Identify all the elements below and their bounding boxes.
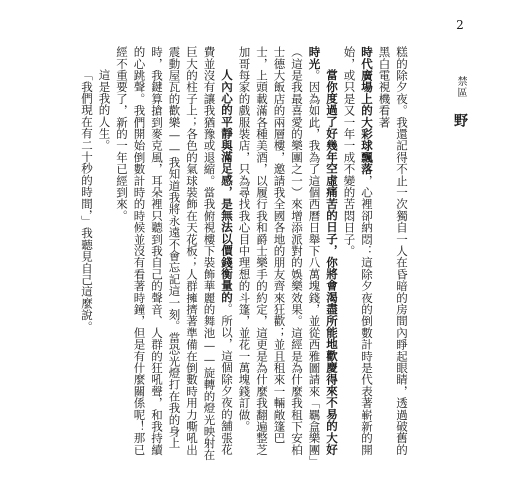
page-number: 2 — [453, 18, 467, 33]
running-header — [450, 18, 470, 128]
paragraph-4: 人內心的平靜與滿足感，是無法以價錢衡量的。所以，這個除夕夜的舖張花費並沒有讓我猶豫或退縮。當我俯視樓下裝飾華麗的舞池——旋轉的燈光映射在巨大的柱子上；各色的氣球裝飾在天花板；人群擁擠著準備在倒數時用力嘶吼出震動屋瓦的歡樂——我知道我將永遠不會忘記這一刻。當恐光燈打在我的身上時，我鍵算搶到麥克風，耳朵裡只聽到我自己的聲音、人群的狂吼聲，和我持續的心跳聲。我們開始倒數計時的時候並沒有看著時鐘，但是有什麼關係呢！那已經不重要了，新的一年已經到來。 — [115, 46, 234, 461]
paragraph-5: 這是我的人生。 — [97, 69, 112, 151]
paragraph-1: 糕的除夕夜。我還記得不止一次獨自一人在昏暗的房間內睜起眼睛，透過破舊的黑白電視機看著 — [377, 46, 409, 456]
chapter-char: 野 — [452, 113, 468, 128]
body-text — [50, 46, 410, 466]
bold-phrase: 人內心的平靜與滿足感，是無法以價錢衡量的 — [220, 69, 234, 303]
bold-phrase: 當你度過了好幾年空虛痛苦的日子，你將會渴盡所能地歡慶得來不易的大好時光 — [307, 46, 339, 456]
paragraph-3: 當你度過了好幾年空虛痛苦的日子，你將會渴盡所能地歡慶得來不易的大好時光。因為如此，我為了這個西曆日舉下八萬塊錢，並從西雅圖請來「羈盒樂團」（這是我最喜愛的樂團之一）來增添派對的娛樂效果。這經是為什麼我租下安柏士德大飯店的兩層樓，邀請我全國各地的朋友齊來狂歡；並且租來一輛敞篷巴士，上頭載滿各種美酒，以履行我和爵士樂手的約定，這更是為什麼我翻遍整芝加哥每家的戲服裝店，只為尋找我心目中理想的斗篷，並花一萬塊錢訂做。 — [237, 46, 339, 462]
paragraph-6: 「我們現在有二十秒的時間，」我聽見自己這麼說。 — [80, 69, 94, 333]
paragraph-2: 時代廣場上的大彩球飄落，心裡卻納悶：這除夕夜的倒數計時是代表著嶄新的開始，或只是又一年一成不變的苦悶日子。 — [342, 46, 374, 456]
bold-phrase: 時代廣場上的大彩球飄落 — [360, 46, 374, 175]
book-title: 禁區 — [455, 76, 466, 98]
